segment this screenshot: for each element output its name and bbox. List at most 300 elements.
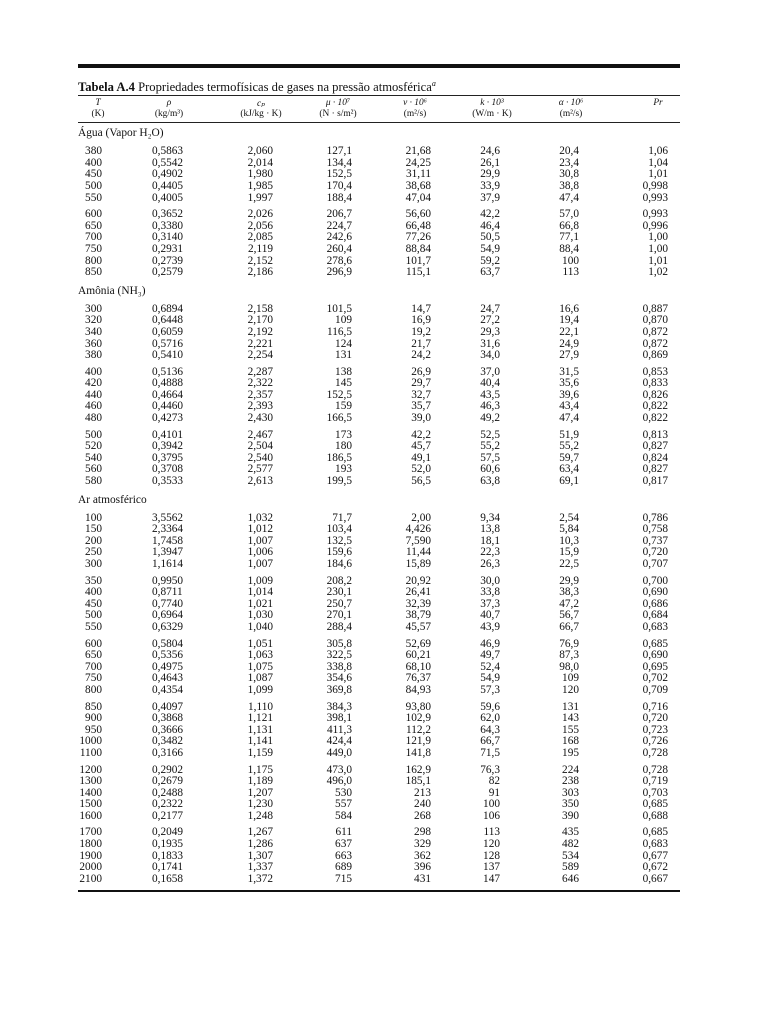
table-cell: 71,5	[480, 746, 500, 759]
table-cell: 0,1741	[152, 861, 184, 874]
table-cell: 93,80	[405, 700, 431, 713]
table-cell: 0,3795	[152, 451, 184, 464]
table-cell: 7,590	[405, 534, 431, 547]
table-cell: 1100	[79, 746, 102, 759]
table-cell: 193	[335, 463, 352, 476]
table-row	[78, 209, 680, 221]
table-cell: 1,06	[648, 145, 668, 158]
table-cell: 120	[483, 838, 500, 851]
table-cell: 0,683	[642, 838, 668, 851]
table-row	[78, 350, 680, 362]
table-cell: 49,1	[411, 451, 431, 464]
table-cell: 137	[483, 861, 500, 874]
table-cell: 296,9	[326, 266, 352, 279]
table-cell: 0,726	[642, 735, 668, 748]
table-cell: 43,5	[480, 388, 500, 401]
table-cell: 0,720	[642, 546, 668, 559]
table-cell: 152,5	[326, 168, 352, 181]
table-cell: 127,1	[326, 145, 352, 158]
table-cell: 24,6	[480, 145, 500, 158]
row-group	[78, 367, 680, 425]
table-cell: 0,6059	[152, 325, 184, 338]
table-cell: 0,4354	[152, 683, 184, 696]
table-cell: 1,030	[247, 609, 273, 622]
table-cell: 170,4	[326, 179, 352, 192]
table-cell: 1400	[79, 786, 102, 799]
table-cell: 637	[335, 838, 352, 851]
table-cell: 450	[85, 168, 102, 181]
table-row	[78, 650, 680, 662]
table-cell: 168	[562, 735, 579, 748]
table-cell: 550	[85, 620, 102, 633]
table-cell: 224,7	[326, 219, 352, 232]
table-cell: 14,7	[411, 302, 431, 315]
table-cell: 13,8	[480, 523, 500, 536]
table-cell: 2,393	[247, 400, 273, 413]
table-cell: 2,3364	[152, 523, 184, 536]
table-cell: 500	[85, 179, 102, 192]
table-cell: 2,192	[247, 325, 273, 338]
table-cell: 1,01	[648, 168, 668, 181]
table-cell: 59,6	[480, 700, 500, 713]
table-cell: 0,6894	[152, 302, 184, 315]
table-cell: 0,5356	[152, 649, 184, 662]
table-row	[78, 685, 680, 697]
table-cell: 4,426	[405, 523, 431, 536]
table-cell: 2,322	[247, 377, 273, 390]
table-row	[78, 622, 680, 634]
table-cell: 1,337	[247, 861, 273, 874]
table-cell: 268	[414, 809, 431, 822]
table-cell: 1,248	[247, 809, 273, 822]
table-cell: 66,7	[559, 620, 579, 633]
table-cell: 120	[562, 683, 579, 696]
table-cell: 60,21	[405, 649, 431, 662]
table-cell: 162,9	[405, 763, 431, 776]
table-cell: 589	[562, 861, 579, 874]
table-cell: 113	[483, 826, 500, 839]
table-cell: 101,5	[326, 302, 352, 315]
table-cell: 46,4	[480, 219, 500, 232]
table-cell: 64,3	[480, 723, 500, 736]
table-cell: 26,3	[480, 558, 500, 570]
table-cell: 31,6	[480, 337, 500, 350]
table-cell: 0,3652	[152, 208, 184, 221]
table-cell: 19,4	[559, 314, 579, 327]
table-number: Tabela A.4	[78, 80, 135, 95]
table-cell: 29,3	[480, 325, 500, 338]
table-cell: 2,026	[247, 208, 273, 221]
table-cell: 1,121	[247, 712, 273, 725]
table-cell: 2,467	[247, 428, 273, 441]
table-row	[78, 776, 680, 788]
table-cell: 109	[335, 314, 352, 327]
table-cell: 2,119	[248, 242, 273, 255]
table-cell: 84,93	[405, 683, 431, 696]
table-cell: 380	[85, 145, 102, 158]
table-cell: 0,870	[642, 314, 668, 327]
header-rule-top	[78, 95, 680, 96]
table-cell: 1,040	[247, 620, 273, 633]
table-cell: 0,817	[642, 475, 668, 488]
table-cell: 46,9	[480, 637, 500, 650]
table-cell: 2,152	[247, 254, 273, 267]
table-cell: 0,4643	[152, 672, 184, 685]
table-cell: 0,3942	[152, 440, 184, 453]
table-cell: 0,5716	[152, 337, 184, 350]
table-cell: 37,9	[480, 191, 500, 204]
table-cell: 1600	[79, 809, 102, 822]
table-row	[78, 559, 680, 571]
column-symbol: cₚ	[257, 99, 265, 110]
table-cell: 1500	[79, 798, 102, 811]
table-cell: 33,9	[480, 179, 500, 192]
column-unit: (W/m · K)	[472, 109, 512, 120]
table-cell: 0,3166	[152, 746, 184, 759]
table-cell: 0,3140	[152, 231, 184, 244]
table-cell: 2,085	[247, 231, 273, 244]
table-cell: 646	[562, 872, 579, 885]
table-cell: 0,3380	[152, 219, 184, 232]
table-cell: 141,8	[405, 746, 431, 759]
table-cell: 185,1	[405, 775, 431, 788]
table-cell: 2,186	[247, 266, 273, 279]
table-cell: 0,2177	[152, 809, 184, 822]
table-cell: 0,9950	[152, 574, 184, 587]
table-cell: 500	[85, 609, 102, 622]
table-row	[78, 193, 680, 205]
table-title	[78, 76, 680, 95]
table-cell: 35,7	[411, 400, 431, 413]
table-cell: 460	[85, 400, 102, 413]
table-cell: 715	[335, 872, 352, 885]
table-cell: 71,7	[332, 511, 352, 524]
table-cell: 0,2902	[152, 763, 184, 776]
table-cell: 1,159	[247, 746, 273, 759]
table-cell: 1,007	[247, 534, 273, 547]
table-cell: 305,8	[326, 637, 352, 650]
table-cell: 39,0	[411, 412, 431, 425]
table-cell: 0,4097	[152, 700, 184, 713]
table-cell: 24,25	[405, 156, 431, 169]
table-cell: 0,2322	[152, 798, 184, 811]
table-cell: 360	[85, 337, 102, 350]
table-cell: 42,2	[480, 208, 500, 221]
table-cell: 43,9	[480, 620, 500, 633]
table-row	[78, 748, 680, 760]
table-row	[78, 244, 680, 256]
table-cell: 230,1	[326, 586, 352, 599]
footnote-mark: a	[431, 79, 436, 88]
table-cell: 40,7	[480, 609, 500, 622]
table-cell: 55,2	[559, 440, 579, 453]
table-cell: 0,5410	[152, 349, 184, 362]
table-cell: 500	[85, 428, 102, 441]
table-cell: 102,9	[405, 712, 431, 725]
table-cell: 0,6329	[152, 620, 184, 633]
table-cell: 320	[85, 314, 102, 327]
table-cell: 26,9	[411, 365, 431, 378]
table-cell: 0,2739	[152, 254, 184, 267]
table-cell: 2,54	[559, 511, 579, 524]
table-cell: 46,3	[480, 400, 500, 413]
table-cell: 0,4005	[152, 191, 184, 204]
table-cell: 449,0	[326, 746, 352, 759]
table-cell: 0,3533	[152, 475, 184, 488]
table-cell: 300	[85, 302, 102, 315]
table-cell: 16,6	[559, 302, 579, 315]
table-cell: 1,207	[247, 786, 273, 799]
table-cell: 1,04	[648, 156, 668, 169]
table-cell: 29,7	[411, 377, 431, 390]
column-unit: (N · s/m²)	[319, 109, 357, 120]
table-cell: 1,985	[247, 179, 273, 192]
table-cell: 580	[85, 475, 102, 488]
column-symbol: ν · 10⁶	[403, 98, 427, 109]
table-cell: 584	[335, 809, 352, 822]
table-cell: 600	[85, 208, 102, 221]
table-cell: 278,6	[326, 254, 352, 267]
table-cell: 1,014	[247, 586, 273, 599]
table-cell: 145	[335, 377, 352, 390]
table-cell: 329	[414, 838, 431, 851]
table-cell: 57,5	[480, 451, 500, 464]
table-cell: 106	[483, 809, 500, 822]
table-cell: 240	[414, 798, 431, 811]
table-cell: 91	[488, 786, 500, 799]
table-cell: 1,131	[247, 723, 273, 736]
row-group	[78, 639, 680, 697]
column-symbol: T	[95, 98, 101, 109]
table-cell: 188,4	[326, 191, 352, 204]
table-cell: 29,9	[559, 574, 579, 587]
table-cell: 1,175	[247, 763, 273, 776]
table-cell: 338,8	[326, 660, 352, 673]
table-cell: 22,3	[480, 546, 500, 559]
table-cell: 2,060	[247, 145, 273, 158]
column-symbol: Pr	[653, 98, 663, 109]
table-cell: 0,4273	[152, 412, 184, 425]
table-cell: 132,5	[326, 534, 352, 547]
table-cell: 98,0	[559, 660, 579, 673]
table-cell: 1,7458	[152, 534, 184, 547]
table-cell: 0,709	[642, 683, 668, 696]
table-cell: 0,826	[642, 388, 668, 401]
table-cell: 557	[335, 798, 352, 811]
table-cell: 66,8	[559, 219, 579, 232]
table-cell: 0,4405	[152, 179, 184, 192]
table-cell: 2,577	[247, 463, 273, 476]
table-cell: 54,9	[480, 242, 500, 255]
table-cell: 2,00	[411, 511, 431, 524]
table-cell: 116,5	[327, 325, 352, 338]
table-cell: 224	[562, 763, 579, 776]
table-cell: 350	[562, 798, 579, 811]
table-cell: 431	[414, 872, 431, 885]
table-cell: 87,3	[559, 649, 579, 662]
table-cell: 1,141	[247, 735, 273, 748]
table-cell: 150	[85, 523, 102, 536]
table-cell: 0,758	[642, 523, 668, 536]
table-cell: 16,9	[411, 314, 431, 327]
table-cell: 0,5804	[152, 637, 184, 650]
table-cell: 34,0	[480, 349, 500, 362]
table-cell: 2,540	[247, 451, 273, 464]
table-cell: 47,4	[559, 412, 579, 425]
table-cell: 0,723	[642, 723, 668, 736]
table-cell: 1,009	[247, 574, 273, 587]
column-unit: (kJ/kg · K)	[240, 109, 282, 120]
table-cell: 0,683	[642, 620, 668, 633]
table-cell: 166,5	[326, 412, 352, 425]
table-cell: 30,0	[480, 574, 500, 587]
table-body	[78, 126, 680, 885]
table-cell: 40,4	[480, 377, 500, 390]
table-cell: 27,2	[480, 314, 500, 327]
table-cell: 21,7	[411, 337, 431, 350]
table-cell: 113	[562, 266, 579, 279]
table-cell: 1700	[79, 826, 102, 839]
table-cell: 131	[335, 349, 352, 362]
table-cell: 26,41	[405, 586, 431, 599]
row-group	[78, 304, 680, 362]
table-cell: 199,5	[326, 475, 352, 488]
table-cell: 700	[85, 660, 102, 673]
row-group	[78, 209, 680, 279]
column-unit: (m²/s)	[559, 109, 583, 120]
table-cell: 49,7	[480, 649, 500, 662]
table-cell: 0,686	[642, 597, 668, 610]
table-row	[78, 713, 680, 725]
table-cell: 0,6448	[152, 314, 184, 327]
table-cell: 23,4	[559, 156, 579, 169]
table-cell: 2,170	[247, 314, 273, 327]
table-cell: 1,307	[247, 849, 273, 862]
table-cell: 24,7	[480, 302, 500, 315]
table-cell: 56,5	[411, 475, 431, 488]
table-cell: 0,827	[642, 463, 668, 476]
table-cell: 0,4902	[152, 168, 184, 181]
table-cell: 186,5	[326, 451, 352, 464]
table-cell: 950	[85, 723, 102, 736]
table-cell: 1,087	[247, 672, 273, 685]
table-cell: 5,84	[559, 523, 579, 536]
table-cell: 128	[483, 849, 500, 862]
table-cell: 380	[85, 349, 102, 362]
table-cell: 0,8711	[152, 586, 183, 599]
table-cell: 51,9	[559, 428, 579, 441]
table-cell: 1900	[79, 849, 102, 862]
table-cell: 1,01	[648, 254, 668, 267]
table-cell: 1,3947	[152, 546, 184, 559]
table-cell: 270,1	[326, 609, 352, 622]
table-page	[78, 64, 680, 892]
table-cell: 800	[85, 683, 102, 696]
column-unit: (kg/m³)	[154, 109, 184, 120]
table-cell: 800	[85, 254, 102, 267]
row-group	[78, 765, 680, 823]
table-cell: 2,056	[247, 219, 273, 232]
table-cell: 2,504	[247, 440, 273, 453]
table-cell: 0,1833	[152, 849, 184, 862]
column-unit: (K)	[91, 109, 105, 120]
top-rule	[78, 64, 680, 68]
table-cell: 650	[85, 649, 102, 662]
table-cell: 29,9	[480, 168, 500, 181]
table-cell: 0,707	[642, 558, 668, 570]
table-cell: 384,3	[326, 700, 352, 713]
table-cell: 1,063	[247, 649, 273, 662]
table-cell: 115,1	[406, 266, 431, 279]
table-cell: 45,57	[405, 620, 431, 633]
table-cell: 35,6	[559, 377, 579, 390]
table-cell: 100	[85, 511, 102, 524]
table-cell: 0,719	[642, 775, 668, 788]
table-cell: 0,685	[642, 637, 668, 650]
table-cell: 1,075	[247, 660, 273, 673]
table-cell: 52,4	[480, 660, 500, 673]
table-cell: 1200	[79, 763, 102, 776]
table-cell: 0,824	[642, 451, 668, 464]
table-row	[78, 413, 680, 425]
table-cell: 0,998	[642, 179, 668, 192]
table-cell: 0,833	[642, 377, 668, 390]
table-cell: 1000	[79, 735, 102, 748]
table-cell: 0,7740	[152, 597, 184, 610]
table-cell: 42,2	[411, 428, 431, 441]
table-cell: 0,703	[642, 786, 668, 799]
table-cell: 47,04	[405, 191, 431, 204]
column-symbol: α · 10⁶	[558, 98, 584, 109]
table-cell: 411,3	[327, 723, 352, 736]
table-cell: 900	[85, 712, 102, 725]
table-cell: 59,2	[480, 254, 500, 267]
table-cell: 1,099	[247, 683, 273, 696]
column-symbol: μ · 10⁷	[325, 98, 351, 109]
table-cell: 369,8	[326, 683, 352, 696]
table-cell: 850	[85, 700, 102, 713]
table-cell: 2100	[79, 872, 102, 885]
table-cell: 0,5136	[152, 365, 184, 378]
table-cell: 1,006	[247, 546, 273, 559]
table-cell: 1,012	[247, 523, 273, 536]
table-cell: 250	[85, 546, 102, 559]
table-cell: 482	[562, 838, 579, 851]
table-cell: 0,822	[642, 400, 668, 413]
section-heading: Água (Vapor H₂O)	[78, 127, 164, 140]
table-cell: 121,9	[405, 735, 431, 748]
table-cell: 1,1614	[152, 558, 184, 570]
table-cell: 184,6	[326, 558, 352, 570]
table-cell: 0,3868	[152, 712, 184, 725]
table-cell: 24,2	[411, 349, 431, 362]
table-cell: 101,7	[405, 254, 431, 267]
table-cell: 39,6	[559, 388, 579, 401]
table-cell: 0,993	[642, 191, 668, 204]
table-cell: 1,00	[648, 242, 668, 255]
table-cell: 47,4	[559, 191, 579, 204]
table-cell: 0,869	[642, 349, 668, 362]
table-cell: 66,7	[480, 735, 500, 748]
table-cell: 52,69	[405, 637, 431, 650]
table-cell: 0,3708	[152, 463, 184, 476]
table-cell: 242,6	[326, 231, 352, 244]
table-cell: 0,685	[642, 798, 668, 811]
table-cell: 33,8	[480, 586, 500, 599]
table-cell: 62,0	[480, 712, 500, 725]
row-group	[78, 702, 680, 760]
table-cell: 22,1	[559, 325, 579, 338]
